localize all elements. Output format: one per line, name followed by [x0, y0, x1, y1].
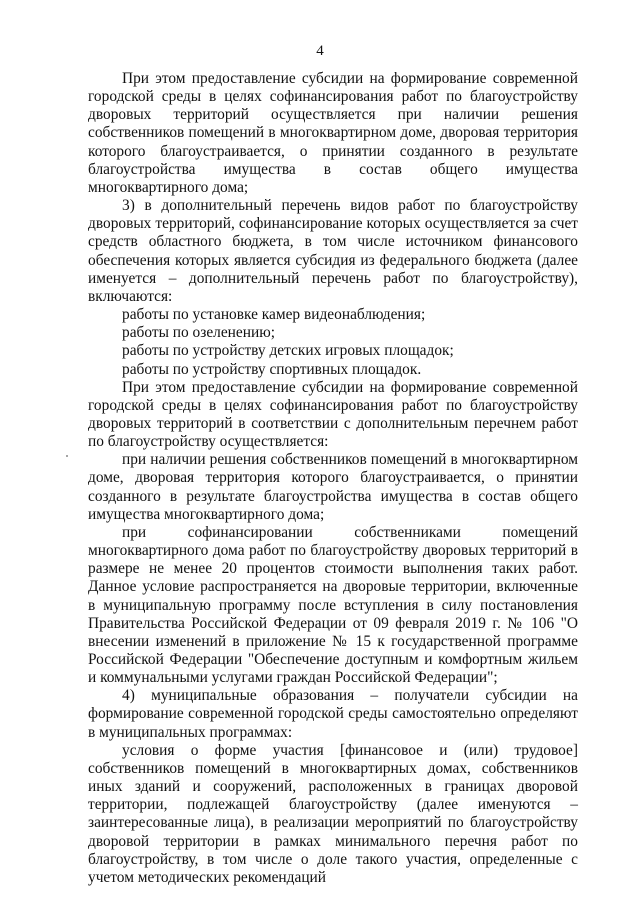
list-item: работы по установке камер видеонаблюдения;: [122, 306, 426, 324]
list-item: работы по устройству спортивных площадок.: [122, 360, 422, 378]
page-number: 4: [316, 43, 324, 59]
list-item: работы по озеленению;: [122, 324, 275, 342]
paragraph: при софинансировании собственниками помещений многоквартирного дома работ по благоустройству дворовых территорий в размере не менее 20 процентов стоимости выполнения таких работ. Данное условие распространяется на дворовые территории, включенные в муниципальную программу после вступления в силу постановления Правительства Российской Федерации от 09 февраля 2019 г. № 106 "О внесении изменений в приложение № 15 к государственной программе Российской Федерации "Обеспечение доступным и комфортным жильем и коммунальными услугами граждан Российской Федерации";: [88, 523, 578, 687]
paragraph: при наличии решения собственников помещений в многоквартирном доме, дворовая территория которого благоустраивается, о принятии созданного в результате благоустройства имущества в состав общего имущества многоквартирного дома;: [88, 451, 578, 523]
paragraph: условия о форме участия [финансовое и (или) трудовое] собственников помещений в многоквартирных домах, собственников иных зданий и сооружений, расположенных в границах дворовой территории, подлежащей благоустройству (далее именуются – заинтересованные лица), в реализации мероприятий по благоустройству дворовой территории в рамках минимального перечня работ по благоустройству, в том числе о доле такого участия, определенные с учетом методических рекомендаций: [88, 741, 578, 886]
scan-speck: [66, 455, 68, 457]
paragraph: 3) в дополнительный перечень видов работ по благоустройству дворовых территорий, софинансирование которых осуществляется за счет средств областного бюджета, в том числе источником финансового обеспечения которых является субсидия из федерального бюджета (далее именуется – дополнительный перечень работ по благоустройству), включаются:: [88, 197, 578, 305]
list-item: работы по устройству детских игровых площадок;: [122, 342, 454, 360]
paragraph: При этом предоставление субсидии на формирование современной городской среды в целях софинансирования работ по благоустройству дворовых территорий осуществляется при наличии решения собственников помещений в многоквартирном доме, дворовая территория которого благоустраивается, о принятии созданного в результате благоустройства имущества в состав общего имущества многоквартирного дома;: [88, 70, 578, 196]
paragraph: При этом предоставление субсидии на формирование современной городской среды в целях софинансирования работ по благоустройству дворовых территорий в соответствии с дополнительным перечнем работ по благоустройству осуществляется:: [88, 378, 578, 451]
body-text: [88, 70, 578, 887]
paragraph: 4) муниципальные образования – получатели субсидии на формирование современной городской среды самостоятельно определяют в муниципальных программах:: [88, 687, 578, 741]
